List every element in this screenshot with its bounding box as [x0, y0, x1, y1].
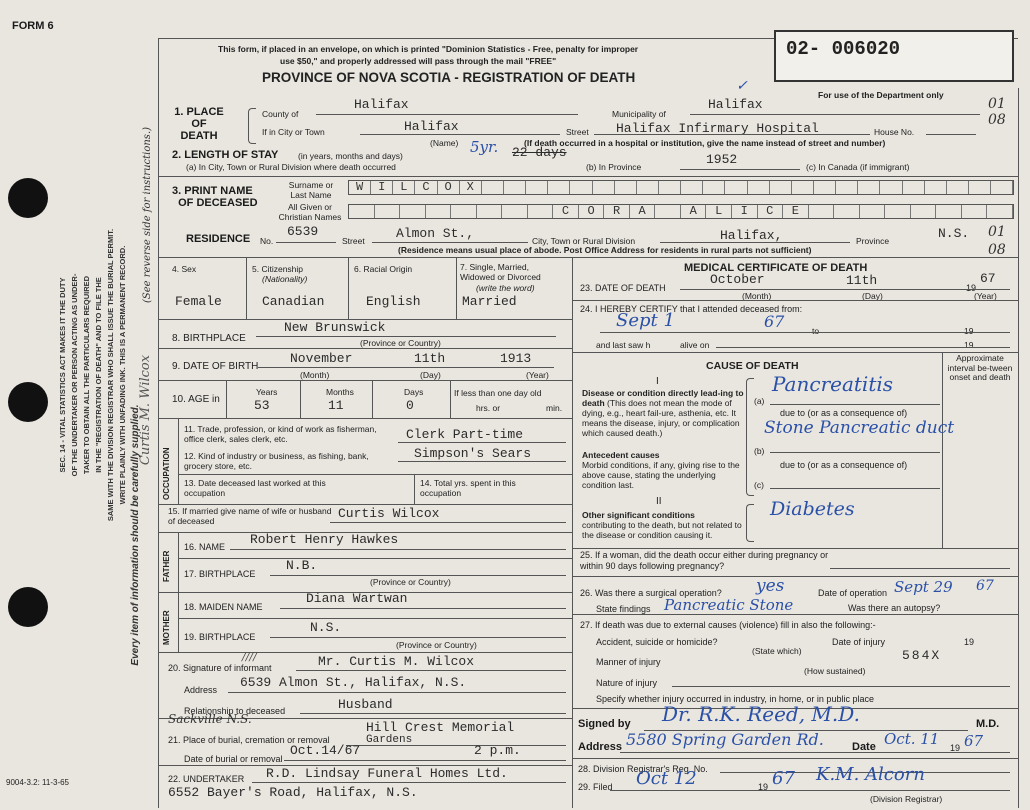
- surname-letter: X: [460, 181, 482, 194]
- direct-cause-label: Disease or condition directly lead-ing to death (This does not mean the mode of dying, e.g., heart fail-ure, asthenia, etc. It means the disease, injury, or complication which caused death.): [582, 388, 744, 438]
- length-of-stay-label: 2. LENGTH OF STAY: [172, 149, 279, 161]
- dob-month-note: (Month): [300, 370, 330, 380]
- father-side-label: FATHER: [162, 550, 171, 582]
- doctor-date: Oct. 11: [884, 730, 940, 748]
- registration-number: 02- 006020: [786, 38, 901, 60]
- op-year: 67: [976, 578, 994, 594]
- trade-label: 11. Trade, profession, or kind of work as fisherman, office clerk, sales clerk, etc.: [184, 424, 377, 444]
- hospital-note: (If death occurred in a hospital or institution, give the name instead of street and number): [524, 138, 886, 148]
- racial-label: 6. Racial Origin: [354, 264, 413, 274]
- dod-year-note: (Year): [974, 291, 997, 301]
- findings-value: Pancreatic Stone: [664, 596, 794, 614]
- form-code: 9004-3.2: 11-3-65: [6, 778, 70, 787]
- frame-right: [1018, 88, 1019, 808]
- address-line-medical: [620, 752, 1010, 753]
- hrs-label: hrs. or: [476, 403, 501, 413]
- reverse-instructions-note: (See reverse side for instructions.): [142, 126, 153, 304]
- nature-line: [672, 686, 1010, 687]
- statute-line-5: SAME WITH THE DIVISION REGISTRAR WHO SHALL ISSUE THE BURIAL PERMIT.: [106, 228, 115, 522]
- length-of-stay-note: (in years, months and days): [298, 151, 403, 161]
- informant-sig-scribble: ////: [242, 650, 257, 663]
- dob-month: November: [290, 351, 353, 366]
- industry-label: 12. Kind of industry or business, as fishing, bank, grocery store, etc.: [184, 451, 369, 471]
- spouse-label: 15. If married give name of wife or husband of deceased: [168, 506, 332, 526]
- q26-label: 26. Was there a surgical operation?: [580, 588, 722, 598]
- cause-b-line: [770, 452, 940, 453]
- city-label: If in City or Town: [262, 127, 325, 137]
- burial-place-line: [346, 745, 566, 746]
- mother-birthplace-line: [270, 637, 566, 638]
- informant-name: Mr. Curtis M. Wilcox: [318, 654, 475, 669]
- birthplace-line: [256, 336, 556, 337]
- residence-city-label: City, Town or Rural Division: [532, 236, 636, 246]
- surname-label: Surname or Last Name: [288, 180, 334, 200]
- informant-sig-label: 20. Signature of informant: [168, 663, 272, 673]
- statute-line-7: Every item of information should be carefully supplied.: [130, 404, 141, 666]
- mother-side-div: [178, 592, 179, 652]
- q27-label: 27. If death was due to external causes (violence) fill in also the following:-: [580, 620, 876, 630]
- occupation-mid-line: [178, 474, 572, 475]
- column-divider: [572, 257, 573, 808]
- statute-line-3: TAKER TO OBTAIN ALL THE PARTICULARS REQUIRED: [82, 275, 91, 475]
- other-brace: [746, 504, 754, 542]
- external-cause-code: 584X: [902, 648, 942, 663]
- cause-b-label: (b): [754, 446, 765, 456]
- q25-bottom: [572, 576, 1018, 577]
- burial-hand-note: Sackville N.S.: [168, 712, 252, 726]
- street-line: [594, 134, 870, 135]
- given-letter: O: [579, 205, 605, 218]
- dod-day-note: (Day): [862, 291, 883, 301]
- injury-year-prefix: 19: [964, 637, 975, 647]
- q26-bottom: [572, 614, 1018, 615]
- dob-line: [258, 367, 554, 368]
- residence-city-line: [660, 242, 850, 243]
- signed-by-value: Dr. R.K. Reed, M.D.: [662, 702, 860, 726]
- cause-a-label: (a): [754, 396, 765, 406]
- place-of-death-label: 1. PLACE OF DEATH: [174, 106, 224, 142]
- residence-note: (Residence means usual place of abode. Post Office Address for residents in rural parts not sufficient): [398, 245, 812, 255]
- dob-day-note: (Day): [420, 370, 441, 380]
- marital-label: 7. Single, Married, Widowed or Divorced: [460, 262, 541, 282]
- given-letter: L: [706, 205, 732, 218]
- given-letter: E: [783, 205, 809, 218]
- registrar-signature: K.M. Alcorn: [816, 764, 925, 785]
- due-to-a: due to (or as a consequence of): [780, 408, 908, 418]
- dob-year: 1913: [500, 351, 532, 366]
- statute-line-2: OF THE UNDERTAKER OR PERSON ACTING AS UNDER-: [70, 273, 79, 477]
- other-conditions-label: Other significant conditions contributing to the death, but not related to the disease or condition causing it.: [582, 510, 742, 540]
- q25-label: 25. If a woman, did the death occur either during pregnancy or within 90 days following pregnancy?: [580, 550, 829, 571]
- burial-place-label: 21. Place of burial, cremation or removal: [168, 735, 330, 745]
- name-note: (Name): [430, 138, 459, 148]
- last-saw-line: [716, 347, 1010, 348]
- months-label: Months: [326, 387, 354, 397]
- mother-mid: [178, 618, 572, 619]
- filed-date: Oct 12: [636, 768, 697, 789]
- dod-line: [680, 289, 1010, 290]
- residence-province: N.S.: [938, 226, 970, 241]
- county-value: Halifax: [354, 97, 409, 112]
- undertaker-line: [252, 782, 566, 783]
- findings-label: State findings: [596, 604, 651, 614]
- mail-notice-line2: use $50," and properly addressed will pass through the mail "FREE": [280, 56, 557, 66]
- dept-code-1a: 01: [988, 96, 1006, 112]
- days-label: Days: [404, 387, 424, 397]
- residence-no: 6539: [287, 224, 319, 239]
- burial-time: 2 p.m.: [474, 743, 521, 758]
- stay-separator: [158, 176, 1018, 177]
- to-year-prefix: 19: [964, 326, 974, 336]
- residence-province-label: Province: [856, 236, 890, 246]
- given-letter-boxes: [348, 204, 1014, 219]
- q29-label: 29. Filed: [578, 782, 613, 792]
- registrar-label: (Division Registrar): [870, 794, 943, 804]
- birthplace-row-bottom: [158, 348, 572, 349]
- burial-date-line: [284, 760, 566, 761]
- certify-bottom: [572, 352, 1018, 353]
- surname-letter-boxes: [348, 180, 1014, 195]
- cause-brace: [746, 378, 754, 496]
- dod-month-note: (Month): [742, 291, 772, 301]
- part-two-label: II: [656, 496, 662, 507]
- residence-separator: [158, 257, 1018, 258]
- op-date-value: Sept 29: [894, 578, 953, 596]
- dob-day: 11th: [414, 351, 446, 366]
- street-label: Street: [566, 127, 589, 137]
- stay-b-line: [680, 169, 800, 170]
- occupation-side-div: [178, 418, 179, 504]
- doctor-date-year: 67: [964, 732, 984, 750]
- residence-label: RESIDENCE: [186, 233, 251, 245]
- relationship-value: Husband: [338, 697, 393, 712]
- age-label: 10. AGE in: [172, 394, 220, 405]
- title-check-mark: ✓: [736, 78, 748, 94]
- alive-year-prefix: 19: [964, 340, 974, 350]
- frame-left: [158, 38, 159, 808]
- punch-hole-bottom: [8, 587, 48, 627]
- occupation-bottom: [158, 504, 572, 505]
- certify-label: 24. I HEREBY CERTIFY that I attended deceased from:: [580, 304, 803, 314]
- doctor-address: 5580 Spring Garden Rd.: [626, 730, 824, 749]
- to-label: to: [812, 326, 820, 336]
- form-number: FORM 6: [12, 20, 54, 32]
- municipality-value: Halifax: [708, 97, 763, 112]
- dept-code-1b: 08: [988, 112, 1006, 128]
- surname-letter: I: [371, 181, 393, 194]
- place-num: 1.: [174, 106, 184, 118]
- q26-value: yes: [756, 576, 785, 596]
- manner-label: Manner of injury: [596, 657, 661, 667]
- years-label: Years: [256, 387, 278, 397]
- birthplace-note: (Province or Country): [360, 338, 441, 348]
- cause-c-label: (c): [754, 480, 764, 490]
- state-which-note: (State which): [752, 646, 802, 656]
- relationship-label: Relationship to deceased: [184, 706, 286, 716]
- burial-date: Oct.14/67: [290, 743, 361, 758]
- mother-maiden: Diana Wartwan: [306, 591, 408, 606]
- mother-maiden-label: 18. MAIDEN NAME: [184, 602, 263, 612]
- cause-b-value: Stone Pancreatic duct: [764, 418, 955, 438]
- less-than-day-label: If less than one day old: [454, 388, 542, 398]
- father-birthplace-label: 17. BIRTHPLACE: [184, 569, 256, 579]
- mother-maiden-line: [280, 608, 566, 609]
- age-row-bottom: [158, 418, 572, 419]
- months-value: 11: [328, 398, 344, 413]
- statute-line-1: SEC. 14 - VITAL STATISTICS ACT MAKES IT THE DUTY: [58, 277, 67, 473]
- attend-from-year: 67: [764, 312, 785, 331]
- interval-label: Approximate interval be-tween onset and death: [947, 353, 1013, 382]
- city-value: Halifax: [404, 119, 459, 134]
- autopsy-label: Was there an autopsy?: [848, 603, 941, 613]
- dob-row-bottom: [158, 380, 572, 381]
- mail-notice-line1: This form, if placed in an envelope, on which is printed "Dominion Statistics - Free, penalty for improper: [218, 44, 639, 54]
- marital-note: (write the word): [476, 283, 535, 293]
- occupation-side-label: OCCUPATION: [162, 447, 171, 500]
- citizenship-divider: [348, 257, 349, 319]
- father-side-div: [178, 532, 179, 592]
- filed-year: 67: [772, 768, 795, 789]
- trade-value: Clerk Part-time: [406, 427, 524, 442]
- cause-a-value: Pancreatitis: [772, 372, 894, 396]
- due-to-b: due to (or as a consequence of): [780, 460, 908, 470]
- father-name-label: 16. NAME: [184, 542, 226, 552]
- age-div-3: [372, 380, 373, 418]
- given-letter: R: [604, 205, 630, 218]
- dept-code-2b: 08: [988, 242, 1006, 258]
- cause-a-line: [770, 404, 940, 405]
- signed-by-label: Signed by: [578, 718, 631, 730]
- q25-line: [830, 568, 1010, 569]
- house-no-line: [926, 134, 976, 135]
- mother-side-label: MOTHER: [162, 610, 171, 645]
- last-worked-label: 13. Date deceased last worked at this occupation: [184, 478, 326, 498]
- surname-letter: W: [349, 181, 371, 194]
- injury-date-label: Date of injury: [832, 637, 886, 647]
- city-line: [360, 134, 560, 135]
- dod-year: 67: [980, 271, 996, 286]
- father-birthplace-note: (Province or Country): [370, 577, 451, 587]
- industry-line: [398, 461, 566, 462]
- surname-letter: C: [415, 181, 437, 194]
- given-names-label: All Given or Christian Names: [278, 202, 342, 222]
- street-value: Halifax Infirmary Hospital: [616, 121, 819, 136]
- mother-birthplace: N.S.: [310, 620, 342, 635]
- mother-birthplace-label: 19. BIRTHPLACE: [184, 632, 256, 642]
- attend-line: [600, 332, 1010, 333]
- print-name-label: 3. PRINT NAME OF DECEASED: [172, 185, 258, 209]
- burial-place-line1: Hill Crest Memorial: [366, 720, 515, 735]
- other-conditions-value: Diabetes: [770, 498, 855, 520]
- doctor-date-prefix: 19: [950, 743, 961, 753]
- dept-code-2a: 01: [988, 224, 1006, 240]
- total-years-label: 14. Total yrs. spent in this occupation: [420, 478, 516, 498]
- dob-year-note: (Year): [526, 370, 549, 380]
- min-label: min.: [546, 403, 563, 413]
- date-label-medical: Date: [852, 741, 876, 753]
- age-div-4: [450, 380, 451, 418]
- birthplace-label: 8. BIRTHPLACE: [172, 333, 246, 344]
- antecedent-label: Antecedent causes Morbid conditions, if any, giving rise to the above cause, stating the underlying condition last.: [582, 450, 740, 490]
- informant-address: 6539 Almon St., Halifax, N.S.: [240, 675, 467, 690]
- given-letter: I: [732, 205, 758, 218]
- stay-b-value: 1952: [706, 152, 738, 167]
- stay-b-label: (b) In Province: [586, 162, 642, 172]
- dept-use-label: For use of the Department only: [818, 90, 944, 100]
- statute-line-4: IN THE "REGISTRATION OF DEATH" AND TO FILE THE: [94, 277, 103, 473]
- residence-no-label: No.: [260, 236, 274, 246]
- length-of-stay-value: 5yr.: [470, 138, 499, 156]
- cause-title: CAUSE OF DEATH: [706, 360, 799, 372]
- marital-value: Married: [462, 294, 517, 309]
- mother-bottom: [158, 652, 572, 653]
- undertaker-address: 6552 Bayer's Road, Halifax, N.S.: [168, 785, 418, 800]
- spouse-value: Curtis Wilcox: [338, 506, 440, 521]
- age-div-2: [300, 380, 301, 418]
- racial-divider: [456, 257, 457, 319]
- county-label: County of: [262, 109, 299, 119]
- trade-line: [398, 442, 566, 443]
- q28-label: 28. Division Registrar's Reg. No.: [578, 764, 708, 774]
- industry-value: Simpson's Sears: [414, 446, 532, 461]
- spouse-line: [330, 522, 566, 523]
- age-div-1: [226, 380, 227, 418]
- residence-city: Halifax,: [720, 228, 783, 243]
- interval-divider: [942, 352, 943, 548]
- last-saw-label: and last saw h: [596, 340, 651, 350]
- surname-letter: L: [393, 181, 415, 194]
- informant-signature-vertical: Curtis M. Wilcox: [138, 354, 153, 466]
- dod-month: October: [710, 272, 765, 287]
- part-one-label: I: [656, 376, 659, 387]
- filed-line: [610, 790, 1010, 791]
- years-value: 53: [254, 398, 270, 413]
- nature-label: Nature of injury: [596, 678, 658, 688]
- father-birthplace-line: [270, 575, 566, 576]
- dob-label: 9. DATE OF BIRTH: [172, 361, 259, 372]
- stay-a-label: (a) In City, Town or Rural Division where death occurred: [186, 162, 396, 172]
- county-line: [316, 114, 578, 115]
- given-letter: [655, 205, 681, 218]
- how-sustained-note: (How sustained): [804, 666, 866, 676]
- given-letter: C: [553, 205, 579, 218]
- sex-value: Female: [175, 294, 222, 309]
- dod-day: 11th: [846, 273, 878, 288]
- burial-place-line2: Gardens: [366, 734, 413, 746]
- citizenship-label: 5. Citizenship: [252, 264, 304, 274]
- municipality-line: [690, 114, 980, 115]
- accident-label: Accident, suicide or homicide?: [596, 637, 718, 647]
- days-value: 0: [406, 398, 414, 413]
- residence-street-line: [372, 242, 528, 243]
- informant-address-label: Address: [184, 685, 218, 695]
- punch-hole-top: [8, 178, 48, 218]
- birthplace-value: New Brunswick: [284, 320, 386, 335]
- mother-birthplace-note: (Province or Country): [396, 640, 477, 650]
- given-letter: A: [681, 205, 707, 218]
- place-of-death-brace: [248, 108, 256, 144]
- sex-divider: [246, 257, 247, 319]
- given-letter: C: [758, 205, 784, 218]
- racial-value: English: [366, 294, 421, 309]
- industry-place-label: Specify whether injury occurred in industry, in home, or in public place: [596, 694, 874, 704]
- dod-row-bottom: [572, 300, 1018, 301]
- statute-line-6: WRITE PLAINLY WITH UNFADING INK. THIS IS A PERMANENT RECORD.: [118, 245, 127, 505]
- medical-title: MEDICAL CERTIFICATE OF DEATH: [684, 262, 868, 274]
- op-date-label: Date of operation: [818, 588, 888, 598]
- father-name: Robert Henry Hawkes: [250, 532, 399, 547]
- dod-year-prefix: 19: [966, 283, 977, 293]
- citizenship-value: Canadian: [262, 294, 325, 309]
- signature-bottom: [572, 758, 1018, 759]
- father-mid: [178, 558, 572, 559]
- informant-address-line: [228, 692, 566, 693]
- form-title: PROVINCE OF NOVA SCOTIA - REGISTRATION OF DEATH: [262, 70, 636, 85]
- filed-year-prefix: 19: [758, 782, 769, 792]
- surname-letter: O: [438, 181, 460, 194]
- citizenship-note: (Nationality): [262, 274, 308, 284]
- municipality-label: Municipality of: [612, 109, 666, 119]
- undertaker-label: 22. UNDERTAKER: [168, 774, 245, 784]
- punch-hole-middle: [8, 382, 48, 422]
- father-birthplace: N.B.: [286, 558, 318, 573]
- given-letter: A: [630, 205, 656, 218]
- residence-street-label: Street: [342, 236, 365, 246]
- occupation-13-14-div: [414, 474, 415, 504]
- residence-no-line: [276, 242, 336, 243]
- informant-sig-line: [296, 670, 566, 671]
- attend-from: Sept 1: [616, 310, 675, 331]
- md-label: M.D.: [976, 718, 1000, 730]
- sex-label: 4. Sex: [172, 264, 197, 274]
- house-no-label: House No.: [874, 127, 915, 137]
- cause-c-line: [770, 488, 940, 489]
- burial-date-label: Date of burial or removal: [184, 754, 283, 764]
- alive-on-label: alive on: [680, 340, 710, 350]
- relationship-line: [300, 713, 566, 714]
- address-label-medical: Address: [578, 741, 623, 753]
- dod-label: 23. DATE OF DEATH: [580, 283, 666, 293]
- cause-bottom: [572, 548, 1018, 549]
- length-of-stay-struck: 22 days: [512, 145, 567, 160]
- undertaker-name: R.D. Lindsay Funeral Homes Ltd.: [266, 766, 508, 781]
- residence-street: Almon St.,: [396, 226, 475, 241]
- father-name-line: [230, 549, 566, 550]
- stay-c-label: (c) In Canada (if immigrant): [806, 162, 910, 172]
